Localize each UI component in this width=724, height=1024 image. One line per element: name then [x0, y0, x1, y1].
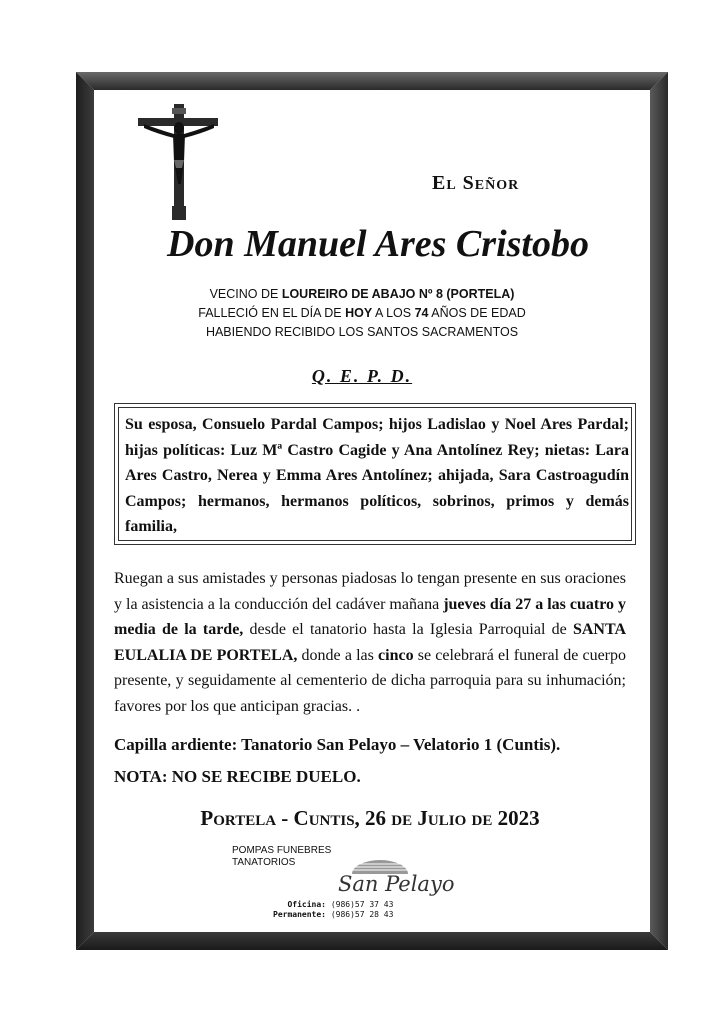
funeral-line-2: TANATORIOS: [232, 857, 296, 868]
info-line-sacraments: HABIENDO RECIBIDO LOS SANTOS SACRAMENTOS: [205, 325, 519, 339]
info-line-death: FALLECIÓ EN EL DÍA DE HOY A LOS 74 AÑOS DE EDAD: [198, 306, 526, 320]
family-text: Su esposa, Consuelo Pardal Campos; hijos Ladislao y Noel Ares Pardal; hijas políticas: Luz Mª Castro Cagide y Ana Antolínez Rey; nietas: Lara Ares Castro, Nerea y Emma Ares Antolínez; ahijada, Sara Castroagudín Campos; hermanos, hermanos políticos, sobrinos, primos y demás familia,: [118, 407, 632, 541]
chapel-info: Capilla ardiente: Tanatorio San Pelayo – Velatorio 1 (Cuntis).: [114, 735, 561, 754]
qepd: Q. E. P. D.: [311, 366, 413, 386]
deceased-name: Don Manuel Ares Cristobo: [167, 223, 589, 265]
office-phone-row: Oficina: (986)57 37 43: [287, 900, 394, 909]
funeral-line-1: POMPAS FUNEBRES: [232, 845, 332, 856]
note: NOTA: NO SE RECIBE DUELO.: [114, 767, 361, 786]
family-box: [114, 403, 636, 545]
crucifix-icon: [138, 104, 218, 220]
place-date: Portela - Cuntis, 26 de Julio de 2023: [200, 806, 540, 830]
announcement-text: Ruegan a sus amistades y personas piadosas lo tengan presente en sus oraciones y la asistencia a la conducción del cadáver mañana jueves día 27 a las cuatro y media de la tarde, desde el tanatorio hasta la Iglesia Parroquial de SANTA EULALIA DE PORTELA, donde a las cinco se celebrará el funeral de cuerpo presente, y seguidamente al cementerio de dicha parroquia para su inhumación; favores por los que anticipan gracias. .: [114, 570, 627, 715]
frame-bottom: [76, 932, 668, 950]
funeral-home-header: [232, 845, 331, 869]
funeral-home-logo-text: San Pelayo: [338, 872, 455, 896]
title-senor: El Señor: [432, 172, 520, 194]
funeral-home-contact: [262, 900, 393, 920]
deceased-info: [0, 285, 724, 342]
info-line-residence: VECINO DE LOUREIRO DE ABAJO Nº 8 (PORTELA): [209, 287, 515, 301]
frame-top: [76, 72, 668, 90]
permanent-phone-row: Permanente: (986)57 28 43: [273, 910, 394, 919]
